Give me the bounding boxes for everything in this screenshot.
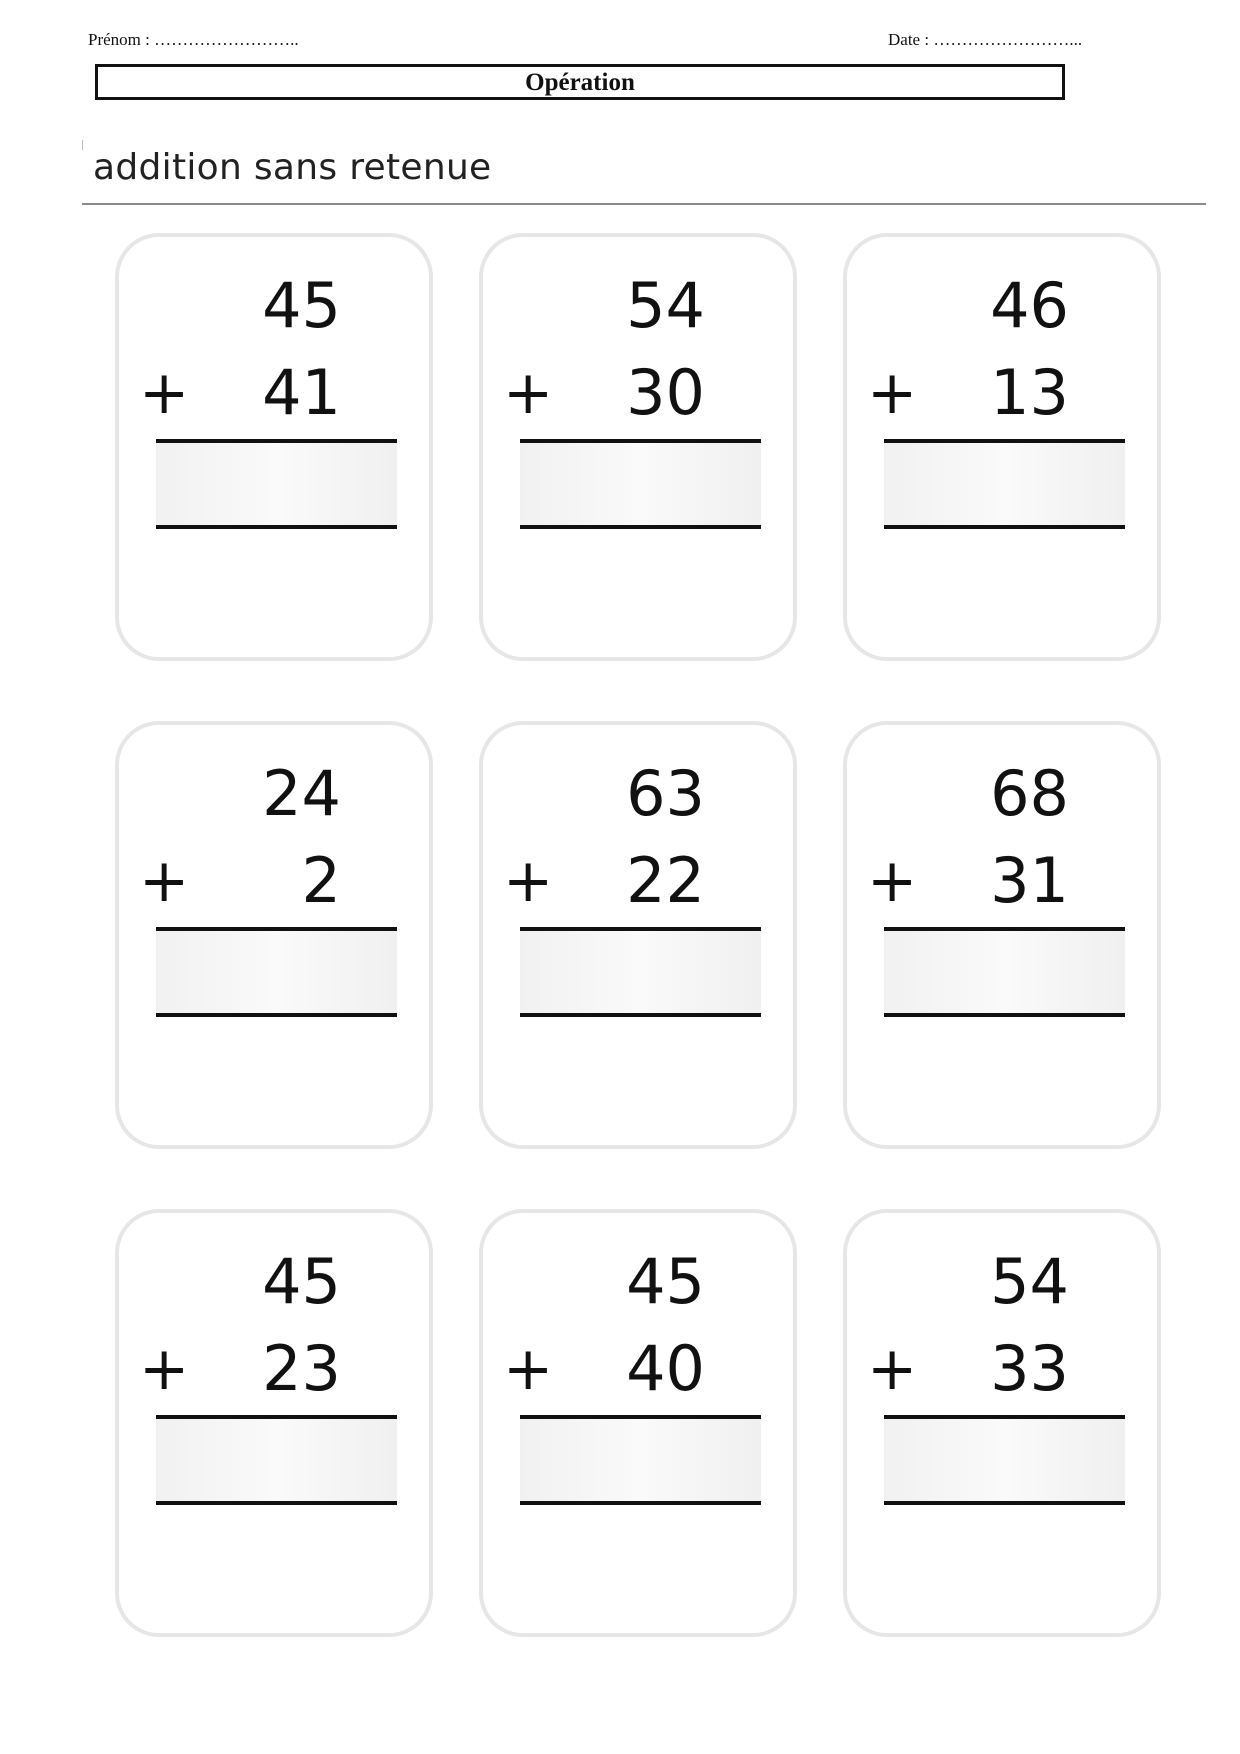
sum-line <box>520 1415 761 1419</box>
plus-sign: + <box>139 1334 190 1404</box>
sum-line <box>884 927 1125 931</box>
answer-underline <box>156 1501 397 1505</box>
operation-card <box>115 721 433 1149</box>
operand-bottom: 2 <box>301 844 341 917</box>
sum-line <box>520 927 761 931</box>
sum-line <box>156 439 397 443</box>
answer-area[interactable] <box>156 1418 397 1502</box>
answer-underline <box>156 525 397 529</box>
page-title: Opération <box>525 68 635 96</box>
plus-sign: + <box>867 846 918 916</box>
operation-card <box>479 233 797 661</box>
answer-underline <box>884 1501 1125 1505</box>
sum-line <box>884 439 1125 443</box>
operand-top: 46 <box>990 269 1069 342</box>
operation-card <box>843 721 1161 1149</box>
plus-sign: + <box>139 358 190 428</box>
sum-line <box>156 1415 397 1419</box>
answer-underline <box>520 1013 761 1017</box>
plus-sign: + <box>139 846 190 916</box>
operation-card <box>843 233 1161 661</box>
answer-area[interactable] <box>156 442 397 526</box>
section-divider <box>82 203 1206 205</box>
operand-bottom: 33 <box>990 1332 1069 1405</box>
answer-underline <box>156 1013 397 1017</box>
plus-sign: + <box>503 358 554 428</box>
operation-card <box>479 721 797 1149</box>
prenom-field: Prénom : …………………….. <box>88 30 299 49</box>
answer-area[interactable] <box>884 442 1125 526</box>
operand-bottom: 31 <box>990 844 1069 917</box>
title-box <box>95 64 1065 100</box>
answer-area[interactable] <box>884 1418 1125 1502</box>
date-field: Date : ……………………... <box>888 30 1083 49</box>
plus-sign: + <box>503 1334 554 1404</box>
operation-card <box>115 233 433 661</box>
operation-card <box>843 1209 1161 1637</box>
operand-top: 45 <box>262 269 341 342</box>
operand-bottom: 40 <box>626 1332 705 1405</box>
answer-area[interactable] <box>520 930 761 1014</box>
plus-sign: + <box>867 1334 918 1404</box>
operand-bottom: 13 <box>990 356 1069 429</box>
sum-line <box>884 1415 1125 1419</box>
answer-underline <box>520 525 761 529</box>
plus-sign: + <box>867 358 918 428</box>
answer-underline <box>884 1013 1125 1017</box>
operand-top: 68 <box>990 757 1069 830</box>
operand-top: 24 <box>262 757 341 830</box>
operand-top: 54 <box>626 269 705 342</box>
operand-top: 54 <box>990 1245 1069 1318</box>
operand-bottom: 22 <box>626 844 705 917</box>
answer-area[interactable] <box>520 1418 761 1502</box>
answer-underline <box>520 1501 761 1505</box>
operand-top: 45 <box>262 1245 341 1318</box>
answer-area[interactable] <box>520 442 761 526</box>
sum-line <box>520 439 761 443</box>
operand-bottom: 23 <box>262 1332 341 1405</box>
answer-area[interactable] <box>884 930 1125 1014</box>
answer-area[interactable] <box>156 930 397 1014</box>
plus-sign: + <box>503 846 554 916</box>
operand-top: 45 <box>626 1245 705 1318</box>
sum-line <box>156 927 397 931</box>
divider-mark <box>82 140 83 150</box>
operand-bottom: 41 <box>262 356 341 429</box>
section-subtitle: addition sans retenue <box>93 147 492 188</box>
operand-top: 63 <box>626 757 705 830</box>
operation-card <box>479 1209 797 1637</box>
operation-card <box>115 1209 433 1637</box>
operand-bottom: 30 <box>626 356 705 429</box>
answer-underline <box>884 525 1125 529</box>
